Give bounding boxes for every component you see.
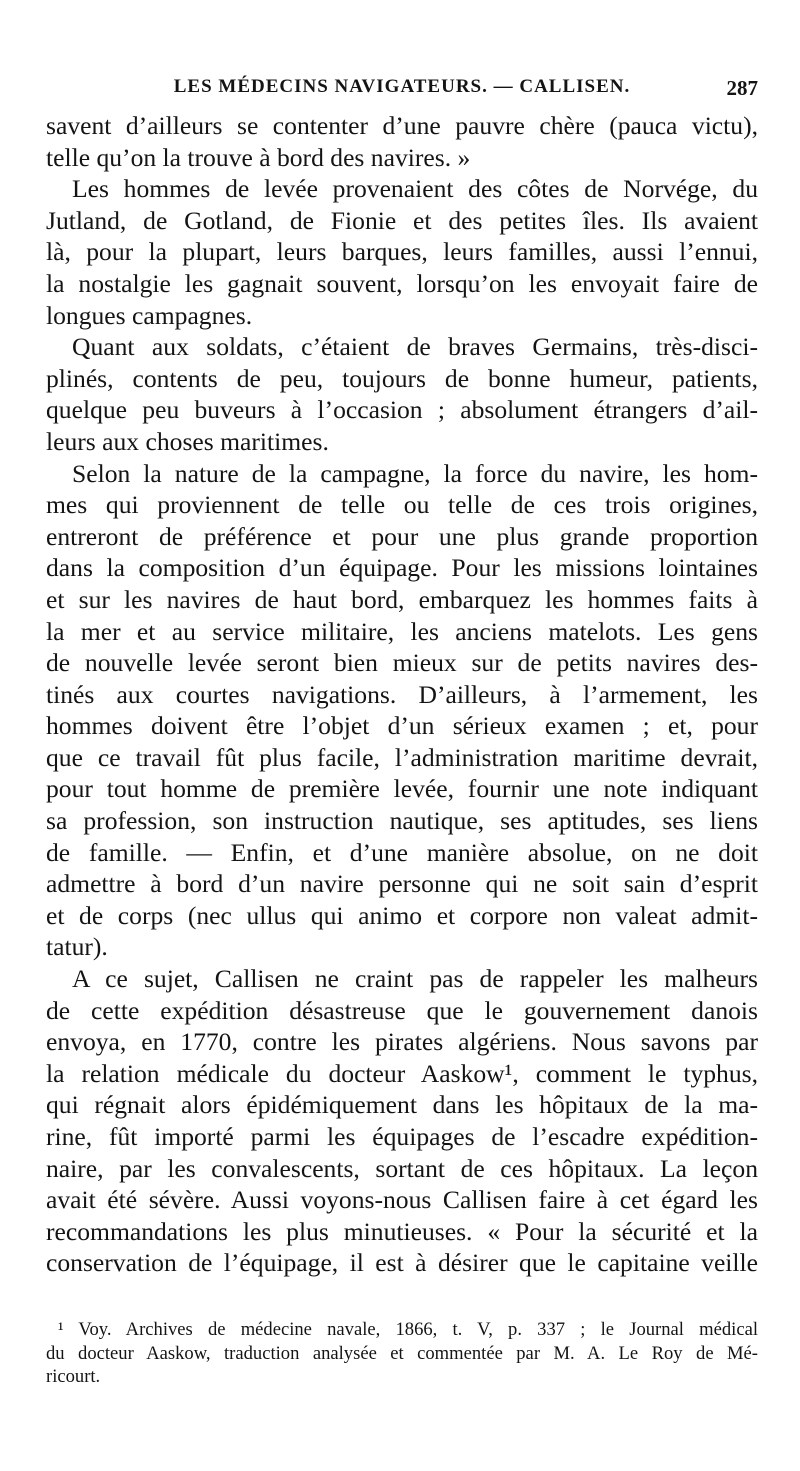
text-line: tatur). — [46, 932, 108, 962]
text-line: entreront de préférence et pour une plus grande proportion — [46, 521, 758, 551]
text-line: recommandations les plus minutieuses. « Pour la sécurité et la — [46, 1216, 758, 1246]
text-line: hommes doivent être l’objet d’un sérieux examen ; et, pour — [46, 711, 758, 741]
text-line: et de corps (nec ullus qui animo et corpore non valeat admit- — [46, 900, 758, 930]
text-line: naire, par les convalescents, sortant de ces hôpitaux. La leçon — [46, 1153, 758, 1183]
text-line: longues campagnes. — [46, 300, 253, 330]
text-line: la nostalgie les gagnait souvent, lorsqu’on les envoyait faire de — [46, 268, 758, 298]
text-line: A ce sujet, Callisen ne craint pas de rappeler les malheurs — [72, 964, 758, 994]
text-line: rine, fût importé parmi les équipages de l’escadre expédition- — [46, 1122, 758, 1151]
body-text — [46, 110, 758, 1279]
text-line: plinés, contents de peu, toujours de bonne humeur, patients, — [46, 363, 758, 393]
text-line: de famille. — Enfin, et d’une manière absolue, on ne doit — [46, 837, 758, 867]
running-head — [46, 72, 758, 106]
text-line: avait été sévère. Aussi voyons-nous Callisen faire à cet égard les — [46, 1185, 758, 1215]
text-line: là, pour la plupart, leurs barques, leurs familles, aussi l’ennui, — [46, 237, 758, 267]
text-line: de nouvelle levée seront bien mieux sur de petits navires des- — [46, 648, 758, 678]
text-line: de cette expédition désastreuse que le gouvernement danois — [46, 995, 758, 1025]
text-line: envoya, en 1770, contre les pirates algériens. Nous savons par — [46, 1027, 758, 1057]
text-line: tinés aux courtes navigations. D’ailleurs, à l’armement, les — [46, 679, 758, 709]
text-line: que ce travail fût plus facile, l’administration maritime devrait, — [46, 742, 758, 772]
text-line: Les hommes de levée provenaient des côtes de Norvége, du — [72, 174, 758, 204]
text-line: Quant aux soldats, c’étaient de braves Germains, très-disci- — [72, 332, 758, 362]
text-line: sa profession, son instruction nautique, ses aptitudes, ses liens — [46, 806, 758, 836]
text-line: admettre à bord d’un navire personne qui ne soit sain d’esprit — [46, 869, 758, 899]
footnote-line: ¹ Voy. Archives de médecine navale, 1866, t. V, p. 337 ; le Journal médical — [58, 1319, 758, 1340]
text-line: dans la composition d’un équipage. Pour les missions lointaines — [46, 553, 758, 583]
text-line: savent d’ailleurs se contenter d’une pauvre chère (pauca victu), — [46, 111, 758, 140]
text-line: la mer et au service militaire, les anciens matelots. Les gens — [46, 616, 758, 646]
page-number: 287 — [726, 76, 758, 100]
text-line: conservation de l’équipage, il est à désirer que le capitaine veille — [46, 1248, 758, 1278]
text-line: la relation médicale du docteur Aaskow¹, comment le typhus, — [46, 1058, 758, 1088]
text-line: telle qu’on la trouve à bord des navires. » — [46, 142, 471, 172]
text-line: pour tout homme de première levée, fournir une note indiquant — [46, 774, 758, 804]
text-line: quelque peu buveurs à l’occasion ; absolument étrangers d’ail- — [46, 395, 758, 425]
text-line: qui régnait alors épidémiquement dans les hôpitaux de la ma- — [46, 1090, 758, 1120]
text-line: Jutland, de Gotland, de Fionie et des petites îles. Ils avaient — [46, 205, 758, 235]
footnote-line: du docteur Aaskow, traduction analysée et commentée par M. A. Le Roy de Mé- — [46, 1342, 758, 1364]
text-line: Selon la nature de la campagne, la force du navire, les hom- — [72, 458, 758, 488]
running-head-title: LES MÉDECINS NAVIGATEURS. — CALLISEN. — [173, 76, 631, 97]
text-line: mes qui proviennent de telle ou telle de ces trois origines, — [46, 490, 758, 520]
footnote-line: ricourt. — [46, 1366, 101, 1387]
text-line: leurs aux choses maritimes. — [46, 426, 329, 456]
text-line: et sur les navires de haut bord, embarquez les hommes faits à — [46, 584, 758, 614]
footnotes — [46, 1318, 758, 1389]
